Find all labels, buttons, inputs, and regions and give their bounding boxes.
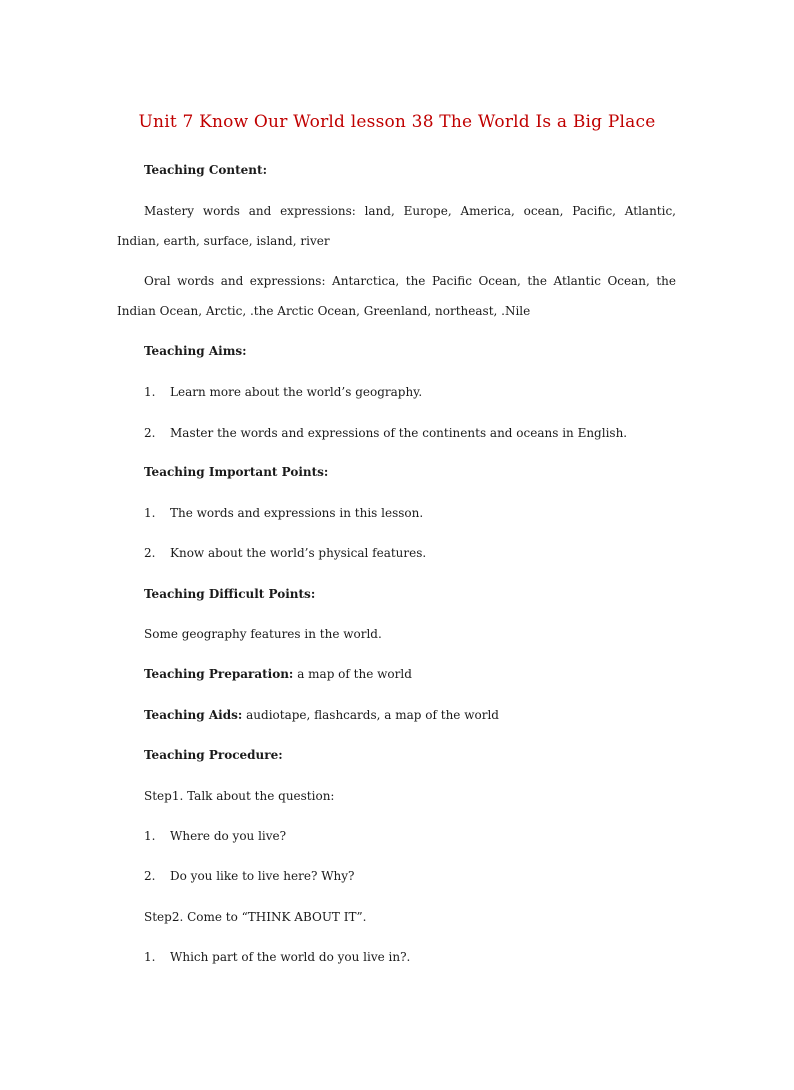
list-number: 2. (144, 869, 156, 883)
list-item (144, 418, 714, 448)
teaching-aims-heading: Teaching Aims: (144, 344, 247, 358)
oral-words-line1: Oral words and expressions: Antarctica, the Pacific Ocean, the Atlantic Ocean, the (144, 274, 676, 288)
mastery-words-line2: Indian, earth, surface, island, river (117, 234, 330, 248)
difficult-points-heading: Teaching Difficult Points: (144, 587, 316, 601)
aids-line (144, 700, 714, 730)
list-item (144, 861, 714, 891)
list-text: The words and expressions in this lesson. (170, 506, 424, 520)
list-text: Know about the world’s physical features. (170, 546, 427, 560)
list-number: 1. (144, 950, 156, 964)
list-text: Do you like to live here? Why? (170, 869, 355, 883)
aids-value: audiotape, flashcards, a map of the world (246, 708, 499, 722)
list-number: 1. (144, 385, 156, 399)
preparation-label: Teaching Preparation: (144, 667, 294, 681)
difficult-points-text: Some geography features in the world. (144, 627, 382, 641)
list-text: Learn more about the world’s geography. (170, 385, 423, 399)
teaching-content-heading: Teaching Content: (144, 163, 267, 177)
list-number: 1. (144, 506, 156, 520)
list-item (144, 942, 714, 972)
mastery-words-line1: Mastery words and expressions: land, Europe, America, ocean, Pacific, Atlantic, (144, 204, 676, 218)
list-text: Which part of the world do you live in?. (170, 950, 411, 964)
oral-words-line2: Indian Ocean, Arctic, .the Arctic Ocean, Greenland, northeast, .Nile (117, 304, 531, 318)
preparation-value: a map of the world (297, 667, 412, 681)
page-title: Unit 7 Know Our World lesson 38 The World Is a Big Place (138, 112, 656, 132)
list-text: Master the words and expressions of the continents and oceans in English. (170, 426, 628, 440)
procedure-heading: Teaching Procedure: (144, 748, 283, 762)
important-points-heading: Teaching Important Points: (144, 465, 329, 479)
list-item (144, 377, 714, 407)
list-text: Where do you live? (170, 829, 287, 843)
list-number: 1. (144, 829, 156, 843)
list-item (144, 538, 714, 568)
step1-text: Step1. Talk about the question: (144, 789, 335, 803)
list-number: 2. (144, 546, 156, 560)
list-item (144, 821, 714, 851)
aids-label: Teaching Aids: (144, 708, 243, 722)
preparation-line (144, 659, 714, 689)
list-number: 2. (144, 426, 156, 440)
list-item (144, 498, 714, 528)
step2-text: Step2. Come to “THINK ABOUT IT”. (144, 910, 367, 924)
